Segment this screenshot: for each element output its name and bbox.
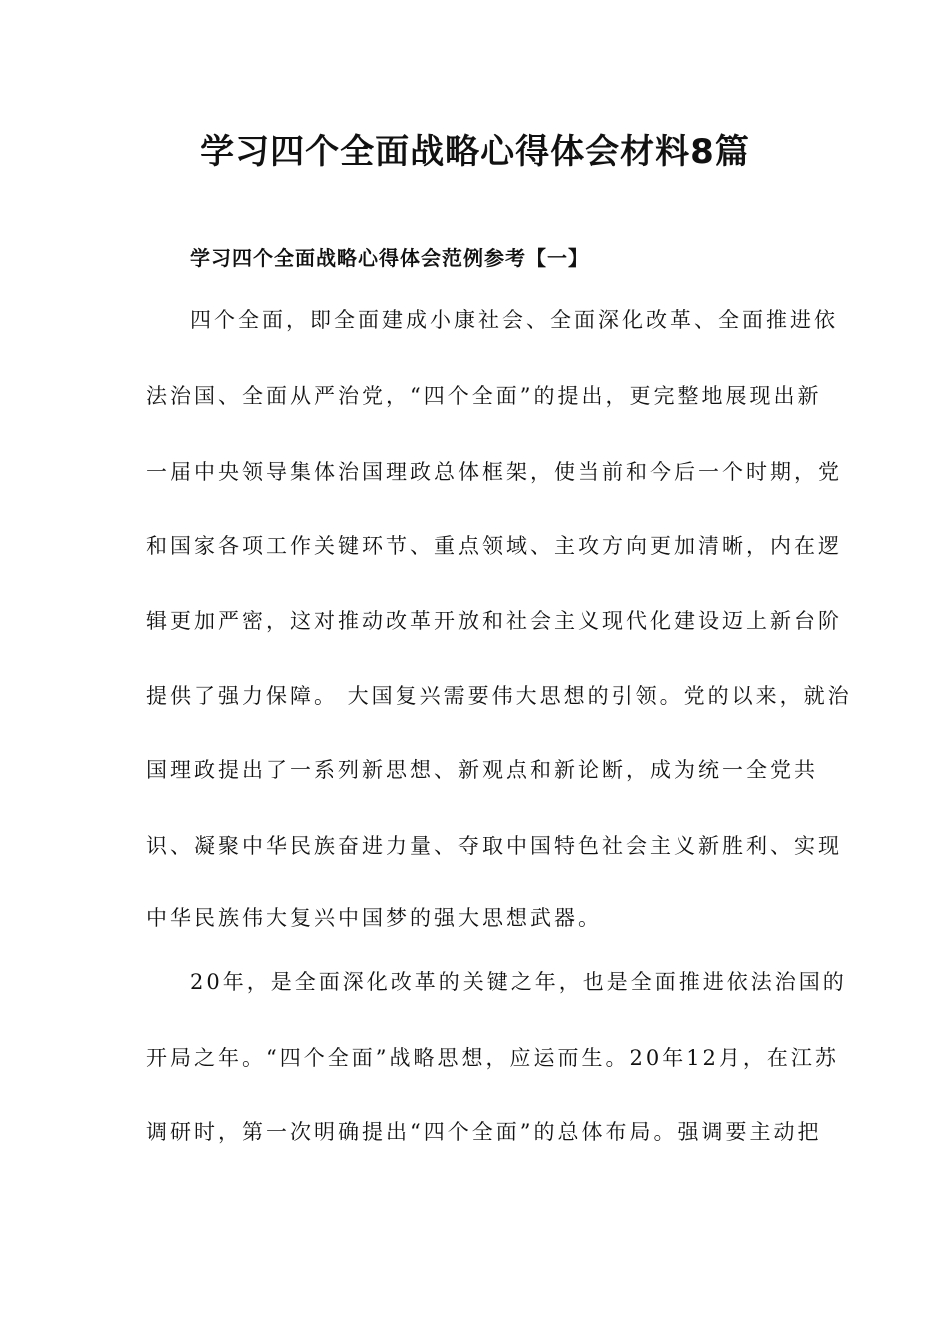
document-title: 学习四个全面战略心得体会材料8篇 <box>200 132 750 172</box>
paragraph-line: 法治国、全面从严治党，“四个全面”的提出，更完整地展现出新 <box>146 384 822 408</box>
paragraph-line: 辑更加严密，这对推动改革开放和社会主义现代化建设迈上新台阶 <box>146 609 842 633</box>
paragraph-line: 提供了强力保障。 大国复兴需要伟大思想的引领。党的以来，就治 <box>146 684 852 708</box>
paragraph-line: 四个全面，即全面建成小康社会、全面深化改革、全面推进依 <box>190 308 838 332</box>
paragraph-line: 一届中央领导集体治国理政总体框架，使当前和今后一个时期，党 <box>146 460 842 484</box>
paragraph-line: 识、凝聚中华民族奋进力量、夺取中国特色社会主义新胜利、实现 <box>146 834 842 858</box>
paragraph-line: 调研时，第一次明确提出“四个全面”的总体布局。强调要主动把 <box>146 1120 822 1144</box>
paragraph-line: 和国家各项工作关键环节、重点领域、主攻方向更加清晰，内在逻 <box>146 534 842 558</box>
paragraph-line: 中华民族伟大复兴中国梦的强大思想武器。 <box>146 906 602 930</box>
section-heading: 学习四个全面战略心得体会范例参考【一】 <box>190 246 589 270</box>
paragraph-line: 20年，是全面深化改革的关键之年，也是全面推进依法治国的 <box>190 970 847 994</box>
paragraph-line: 开局之年。“四个全面”战略思想，应运而生。20年12月，在江苏 <box>146 1046 839 1070</box>
paragraph-line: 国理政提出了一系列新思想、新观点和新论断，成为统一全党共 <box>146 758 818 782</box>
